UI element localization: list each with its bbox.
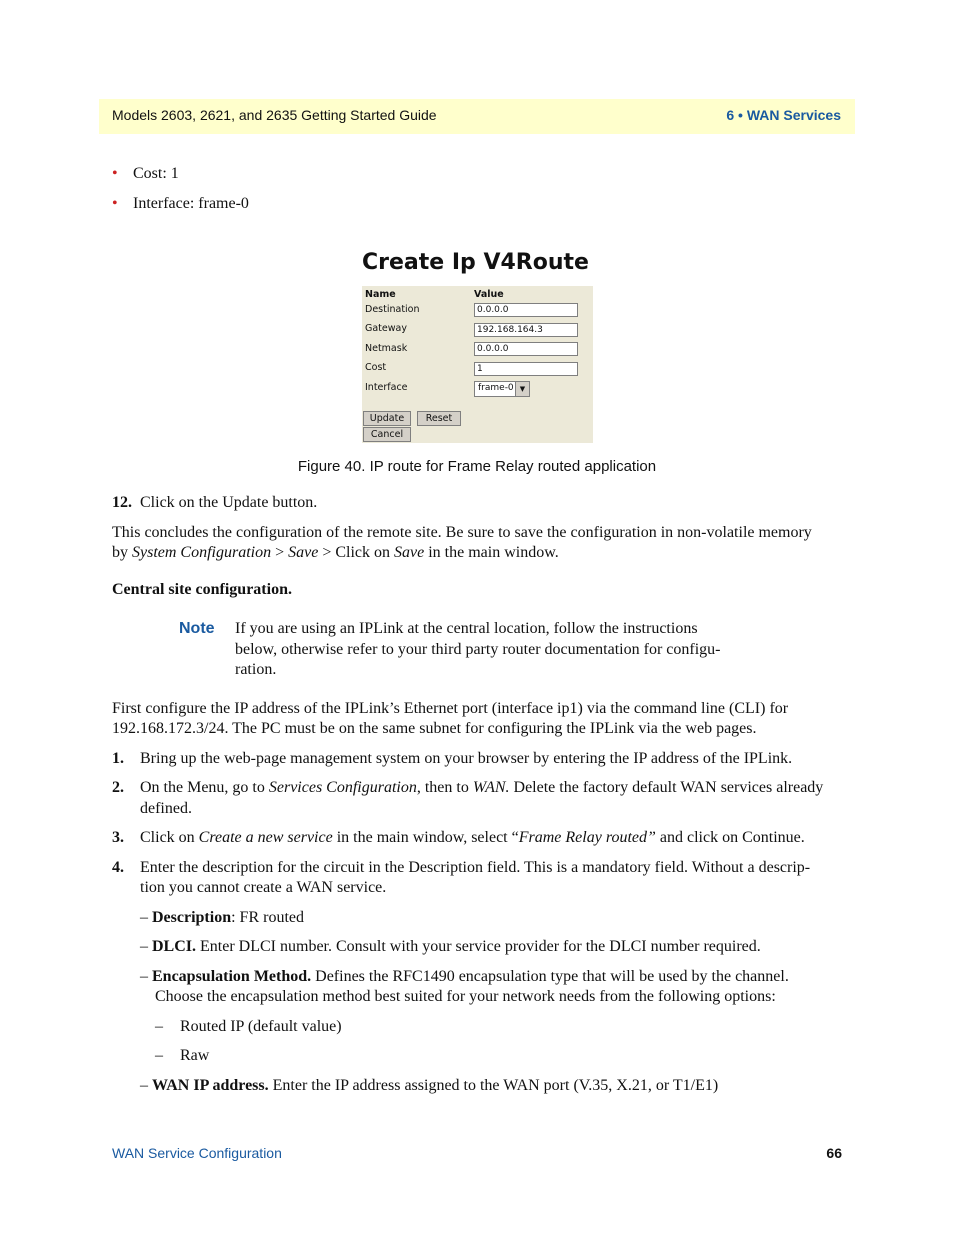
step-3-text: Click on Create a new service in the main window, select “Frame Relay routed” and click on Continue. (140, 829, 805, 846)
reset-button[interactable]: Reset (417, 411, 461, 426)
subitem-dlci: – DLCI. Enter DLCI number. Consult with your service provider for the DLCI number required. (140, 938, 761, 955)
gateway-label: Gateway (365, 323, 407, 334)
figure-caption: Figure 40. IP route for Frame Relay routed application (297, 458, 657, 475)
chevron-down-icon: ▼ (515, 382, 529, 396)
cost-label: Cost (365, 362, 387, 373)
note-line: If you are using an IPLink at the central location, follow the instructions (235, 620, 698, 637)
note-line: ration. (235, 661, 277, 678)
step-2-text: On the Menu, go to Services Configuration, then to WAN. Delete the factory default WAN services already (140, 779, 824, 796)
paragraph-line: This concludes the configuration of the remote site. Be sure to save the configuration in non-volatile memory (112, 524, 812, 541)
paragraph-line: First configure the IP address of the IPLink’s Ethernet port (interface ip1) via the command line (CLI) for (112, 700, 789, 717)
subitem-encapsulation-continuation: Choose the encapsulation method best suited for your network needs from the following options: (155, 988, 776, 1005)
page-number: 66 (826, 1145, 842, 1161)
section-heading: Central site configuration. (112, 581, 292, 598)
route-form-screenshot (362, 286, 593, 443)
header-chapter-title: 6 • WAN Services (726, 107, 841, 123)
paragraph-line: by System Configuration > Save > Click on Save in the main window. (112, 544, 559, 561)
gateway-input[interactable]: 192.168.164.3 (474, 323, 578, 337)
bullet-marker: • (112, 195, 118, 212)
step-number: 4. (112, 859, 124, 876)
step-number: 1. (112, 750, 124, 767)
note-line: below, otherwise refer to your third party router documentation for configu- (235, 641, 721, 658)
interface-label: Interface (365, 382, 408, 393)
page-header (99, 99, 855, 134)
step-number: 3. (112, 829, 124, 846)
cancel-button[interactable]: Cancel (363, 427, 411, 442)
option-routed-ip: Routed IP (default value) (180, 1018, 342, 1035)
bullet-interface: Interface: frame-0 (133, 195, 249, 212)
subitem-description: – Description: FR routed (140, 909, 304, 926)
paragraph-line: 192.168.172.3/24. The PC must be on the same subnet for configuring the IPLink via the web pages. (112, 720, 757, 737)
header-guide-title: Models 2603, 2621, and 2635 Getting Started Guide (112, 107, 437, 123)
step-4-continuation: tion you cannot create a WAN service. (140, 879, 387, 896)
cost-input[interactable]: 1 (474, 362, 578, 376)
interface-selected-value: frame-0 (478, 383, 514, 393)
column-value-header: Value (474, 289, 504, 300)
step-4-text: Enter the description for the circuit in the Description field. This is a mandatory field. Without a descrip- (140, 859, 811, 876)
bullet-cost: Cost: 1 (133, 165, 179, 182)
figure-form-title: Create Ip V4Route (362, 250, 589, 275)
column-name-header: Name (365, 289, 396, 300)
step-number: 12. (112, 494, 132, 511)
step-number: 2. (112, 779, 124, 796)
option-raw: Raw (180, 1047, 210, 1064)
interface-select[interactable] (474, 381, 530, 397)
netmask-label: Netmask (365, 343, 408, 354)
bullet-marker: • (112, 165, 118, 182)
step-12-text: Click on the Update button. (140, 494, 318, 511)
option-dash: – (155, 1047, 163, 1064)
footer-section-link: WAN Service Configuration (112, 1145, 282, 1161)
destination-label: Destination (365, 304, 420, 315)
destination-input[interactable]: 0.0.0.0 (474, 303, 578, 317)
subitem-wan-ip: – WAN IP address. Enter the IP address assigned to the WAN port (V.35, X.21, or T1/E1) (140, 1077, 719, 1094)
netmask-input[interactable]: 0.0.0.0 (474, 342, 578, 356)
subitem-encapsulation: – Encapsulation Method. Defines the RFC1490 encapsulation type that will be used by the channel. (140, 968, 789, 985)
step-2-continuation: defined. (140, 800, 192, 817)
option-dash: – (155, 1018, 163, 1035)
note-label: Note (179, 620, 215, 637)
update-button[interactable]: Update (363, 411, 411, 426)
step-1-text: Bring up the web-page management system on your browser by entering the IP address of the IPLink. (140, 750, 793, 767)
